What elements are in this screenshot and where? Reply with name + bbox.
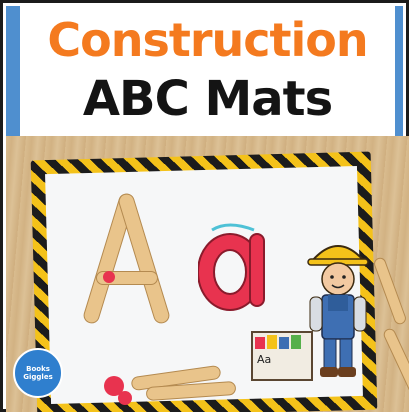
title-construction: Construction	[47, 13, 368, 67]
play-dough-letter-a	[198, 216, 270, 312]
brand-logo-badge	[13, 348, 63, 398]
product-photo	[6, 136, 409, 412]
letter-crate-illustration	[251, 331, 313, 381]
crate-label: Aa	[257, 353, 272, 366]
dough-ball-2	[118, 391, 132, 405]
left-accent-bar	[6, 6, 20, 136]
colorful-letters-graphic	[253, 333, 311, 351]
brand-logo-text: Books Giggles	[23, 365, 53, 381]
title-header	[20, 6, 395, 136]
title-abc-mats: ABC Mats	[82, 71, 333, 127]
dough-dot	[103, 271, 115, 283]
